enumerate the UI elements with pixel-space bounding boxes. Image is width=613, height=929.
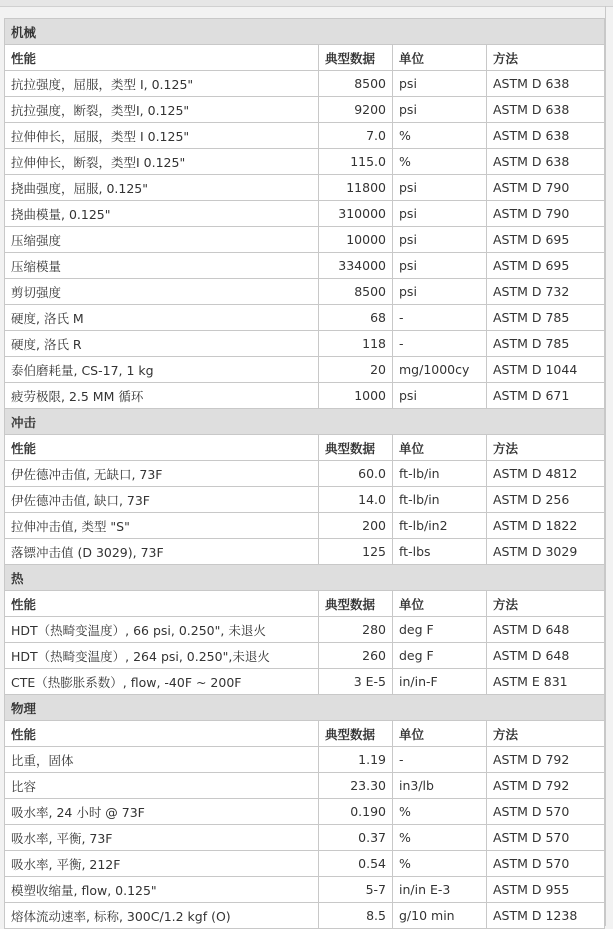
method-cell: ASTM D 648 (487, 617, 605, 643)
property-cell: 压缩强度 (5, 227, 319, 253)
header-value: 典型数据 (319, 45, 393, 71)
value-cell: 310000 (319, 201, 393, 227)
column-header-row (5, 591, 605, 617)
method-cell: ASTM E 831 (487, 669, 605, 695)
property-cell: 拉伸冲击值, 类型 "S" (5, 513, 319, 539)
properties-table-container (4, 18, 604, 929)
method-cell: ASTM D 638 (487, 71, 605, 97)
table-row (5, 149, 605, 175)
method-cell: ASTM D 570 (487, 851, 605, 877)
property-cell: 比重，固体 (5, 747, 319, 773)
method-cell: ASTM D 3029 (487, 539, 605, 565)
top-bar (0, 0, 613, 7)
unit-cell: psi (393, 175, 487, 201)
value-cell: 0.54 (319, 851, 393, 877)
unit-cell: - (393, 747, 487, 773)
value-cell: 334000 (319, 253, 393, 279)
unit-cell: ft-lb/in2 (393, 513, 487, 539)
method-cell: ASTM D 792 (487, 747, 605, 773)
property-cell: 抗拉强度，断裂，类型I, 0.125" (5, 97, 319, 123)
property-cell: HDT（热畸变温度）, 66 psi, 0.250", 未退火 (5, 617, 319, 643)
table-row (5, 71, 605, 97)
table-row (5, 669, 605, 695)
value-cell: 9200 (319, 97, 393, 123)
value-cell: 7.0 (319, 123, 393, 149)
unit-cell: in3/lb (393, 773, 487, 799)
table-row (5, 331, 605, 357)
value-cell: 1.19 (319, 747, 393, 773)
property-cell: 压缩模量 (5, 253, 319, 279)
property-cell: 泰伯磨耗量, CS-17, 1 kg (5, 357, 319, 383)
method-cell: ASTM D 648 (487, 643, 605, 669)
value-cell: 5-7 (319, 877, 393, 903)
method-cell: ASTM D 785 (487, 331, 605, 357)
table-row (5, 357, 605, 383)
header-property: 性能 (5, 435, 319, 461)
value-cell: 0.37 (319, 825, 393, 851)
unit-cell: psi (393, 97, 487, 123)
section-header-row (5, 409, 605, 435)
table-row (5, 513, 605, 539)
table-row (5, 877, 605, 903)
unit-cell: psi (393, 227, 487, 253)
unit-cell: % (393, 149, 487, 175)
table-row (5, 643, 605, 669)
method-cell: ASTM D 695 (487, 227, 605, 253)
section-header-row (5, 695, 605, 721)
table-row (5, 903, 605, 929)
header-value: 典型数据 (319, 435, 393, 461)
method-cell: ASTM D 671 (487, 383, 605, 409)
properties-table-body (5, 19, 605, 929)
header-unit: 单位 (393, 721, 487, 747)
unit-cell: psi (393, 279, 487, 305)
table-row (5, 539, 605, 565)
table-row (5, 825, 605, 851)
header-property: 性能 (5, 591, 319, 617)
property-cell: 吸水率, 平衡, 73F (5, 825, 319, 851)
property-cell: 拉伸伸长，屈服，类型 I 0.125" (5, 123, 319, 149)
value-cell: 280 (319, 617, 393, 643)
value-cell: 1000 (319, 383, 393, 409)
method-cell: ASTM D 695 (487, 253, 605, 279)
value-cell: 8500 (319, 279, 393, 305)
column-header-row (5, 435, 605, 461)
unit-cell: % (393, 851, 487, 877)
unit-cell: ft-lb/in (393, 487, 487, 513)
table-row (5, 305, 605, 331)
unit-cell: in/in E-3 (393, 877, 487, 903)
property-cell: 拉伸伸长，断裂，类型I 0.125" (5, 149, 319, 175)
table-row (5, 253, 605, 279)
property-cell: 模塑收缩量, flow, 0.125" (5, 877, 319, 903)
property-cell: 硬度, 洛氏 R (5, 331, 319, 357)
unit-cell: ft-lb/in (393, 461, 487, 487)
table-row (5, 97, 605, 123)
table-row (5, 383, 605, 409)
table-row (5, 617, 605, 643)
unit-cell: psi (393, 71, 487, 97)
unit-cell: ft-lbs (393, 539, 487, 565)
unit-cell: % (393, 123, 487, 149)
method-cell: ASTM D 955 (487, 877, 605, 903)
column-header-row (5, 721, 605, 747)
right-border (605, 6, 606, 926)
method-cell: ASTM D 732 (487, 279, 605, 305)
value-cell: 3 E-5 (319, 669, 393, 695)
method-cell: ASTM D 785 (487, 305, 605, 331)
header-method: 方法 (487, 45, 605, 71)
property-cell: 比容 (5, 773, 319, 799)
properties-table (4, 18, 605, 929)
method-cell: ASTM D 638 (487, 97, 605, 123)
property-cell: 硬度, 洛氏 M (5, 305, 319, 331)
method-cell: ASTM D 638 (487, 149, 605, 175)
unit-cell: mg/1000cy (393, 357, 487, 383)
table-row (5, 123, 605, 149)
method-cell: ASTM D 4812 (487, 461, 605, 487)
table-row (5, 799, 605, 825)
method-cell: ASTM D 570 (487, 825, 605, 851)
property-cell: 挠曲强度，屈服, 0.125" (5, 175, 319, 201)
table-row (5, 175, 605, 201)
property-cell: CTE（热膨胀系数）, flow, -40F ~ 200F (5, 669, 319, 695)
property-cell: 吸水率, 24 小时 @ 73F (5, 799, 319, 825)
value-cell: 20 (319, 357, 393, 383)
method-cell: ASTM D 1822 (487, 513, 605, 539)
value-cell: 11800 (319, 175, 393, 201)
header-property: 性能 (5, 721, 319, 747)
method-cell: ASTM D 1044 (487, 357, 605, 383)
section-title: 热 (5, 565, 605, 591)
value-cell: 8500 (319, 71, 393, 97)
method-cell: ASTM D 790 (487, 201, 605, 227)
unit-cell: psi (393, 383, 487, 409)
header-unit: 单位 (393, 591, 487, 617)
section-header-row (5, 19, 605, 45)
method-cell: ASTM D 790 (487, 175, 605, 201)
value-cell: 23.30 (319, 773, 393, 799)
table-row (5, 487, 605, 513)
method-cell: ASTM D 256 (487, 487, 605, 513)
unit-cell: psi (393, 201, 487, 227)
unit-cell: % (393, 799, 487, 825)
table-row (5, 279, 605, 305)
unit-cell: - (393, 331, 487, 357)
method-cell: ASTM D 570 (487, 799, 605, 825)
property-cell: 挠曲模量, 0.125" (5, 201, 319, 227)
method-cell: ASTM D 1238 (487, 903, 605, 929)
property-cell: 熔体流动速率, 标称, 300C/1.2 kgf (O) (5, 903, 319, 929)
property-cell: 伊佐德冲击值, 无缺口, 73F (5, 461, 319, 487)
property-cell: 剪切强度 (5, 279, 319, 305)
unit-cell: - (393, 305, 487, 331)
table-row (5, 747, 605, 773)
header-unit: 单位 (393, 45, 487, 71)
header-property: 性能 (5, 45, 319, 71)
property-cell: 伊佐德冲击值, 缺口, 73F (5, 487, 319, 513)
column-header-row (5, 45, 605, 71)
section-title: 冲击 (5, 409, 605, 435)
value-cell: 0.190 (319, 799, 393, 825)
property-cell: 抗拉强度，屈服，类型 I, 0.125" (5, 71, 319, 97)
property-cell: 疲劳极限, 2.5 MM 循环 (5, 383, 319, 409)
table-row (5, 227, 605, 253)
table-row (5, 201, 605, 227)
section-title: 物理 (5, 695, 605, 721)
section-title: 机械 (5, 19, 605, 45)
header-unit: 单位 (393, 435, 487, 461)
unit-cell: % (393, 825, 487, 851)
header-method: 方法 (487, 435, 605, 461)
section-header-row (5, 565, 605, 591)
method-cell: ASTM D 792 (487, 773, 605, 799)
value-cell: 8.5 (319, 903, 393, 929)
value-cell: 260 (319, 643, 393, 669)
header-method: 方法 (487, 721, 605, 747)
property-cell: 吸水率, 平衡, 212F (5, 851, 319, 877)
unit-cell: in/in-F (393, 669, 487, 695)
table-row (5, 851, 605, 877)
table-row (5, 461, 605, 487)
value-cell: 14.0 (319, 487, 393, 513)
header-value: 典型数据 (319, 721, 393, 747)
table-row (5, 773, 605, 799)
header-value: 典型数据 (319, 591, 393, 617)
value-cell: 10000 (319, 227, 393, 253)
value-cell: 60.0 (319, 461, 393, 487)
value-cell: 125 (319, 539, 393, 565)
value-cell: 118 (319, 331, 393, 357)
header-method: 方法 (487, 591, 605, 617)
unit-cell: deg F (393, 643, 487, 669)
value-cell: 115.0 (319, 149, 393, 175)
unit-cell: g/10 min (393, 903, 487, 929)
unit-cell: psi (393, 253, 487, 279)
property-cell: 落镖冲击值 (D 3029), 73F (5, 539, 319, 565)
property-cell: HDT（热畸变温度）, 264 psi, 0.250",未退火 (5, 643, 319, 669)
value-cell: 200 (319, 513, 393, 539)
method-cell: ASTM D 638 (487, 123, 605, 149)
value-cell: 68 (319, 305, 393, 331)
unit-cell: deg F (393, 617, 487, 643)
